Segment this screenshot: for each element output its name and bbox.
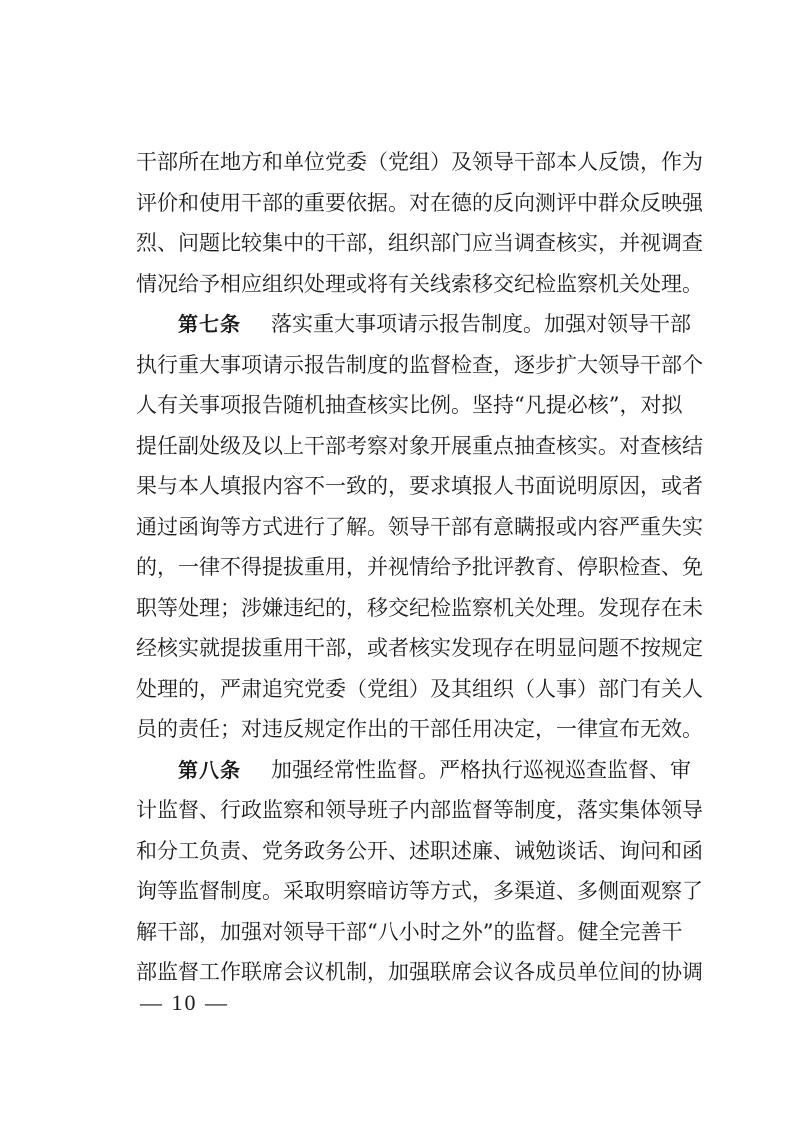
text-line: 计监督、行政监察和领导班子内部监督等制度，落实集体领导: [136, 798, 703, 822]
page-number: — 10 —: [140, 990, 229, 1015]
text-line: 干部所在地方和单位党委（党组）及领导干部本人反馈，作为: [136, 150, 703, 174]
text-line: 员的责任；对违反规定作出的干部任用决定，一律宣布无效。: [136, 717, 703, 741]
text-line: 的，一律不得提拔重用，并视情给予批评教育、停职检查、免: [136, 555, 703, 579]
article-8-first-line: [136, 750, 691, 791]
text-line: 评价和使用干部的重要依据。对在德的反向测评中群众反映强: [136, 190, 703, 215]
text-line: 提任副处级及以上干部考察对象开展重点抽查核实。对查核结: [136, 433, 703, 458]
text-line: 经核实就提拔重用干部，或者核实发现存在明显问题不按规定: [136, 636, 703, 660]
text-line: 询等监督制度。采取明察暗访等方式，多渠道、多侧面观察了: [136, 879, 703, 903]
body-text: [136, 142, 703, 993]
article-7-heading-text: 落实重大事项请示报告制度。加强对领导干部: [271, 312, 691, 336]
text-line: 人有关事项报告随机抽查核实比例。坚持“凡提必核”，对拟: [136, 393, 683, 417]
text-line: 职等处理；涉嫌违纪的，移交纪检监察机关处理。发现存在未: [136, 595, 703, 620]
text-line: 部监督工作联席会议机制，加强联席会议各成员单位间的协调: [136, 960, 703, 984]
text-line: 执行重大事项请示报告制度的监督检查，逐步扩大领导干部个: [136, 352, 703, 377]
text-line: 通过函询等方式进行了解。领导干部有意瞒报或内容严重失实: [136, 514, 703, 539]
article-8-label: 第八条: [178, 757, 241, 782]
text-line: 解干部，加强对领导干部“八小时之外”的监督。健全完善干: [136, 919, 683, 944]
article-7-first-line: [136, 304, 691, 345]
text-line: 烈、问题比较集中的干部，组织部门应当调查核实，并视调查: [136, 231, 703, 255]
article-8-heading-text: 加强经常性监督。严格执行巡视巡查监督、审: [271, 757, 691, 782]
text-line: 情况给予相应组织处理或将有关线索移交纪检监察机关处理。: [136, 271, 703, 296]
article-7-label: 第七条: [178, 312, 241, 336]
text-line: 和分工负责、党务政务公开、述职述廉、诫勉谈话、询问和函: [136, 838, 703, 863]
text-line: 处理的，严肃追究党委（党组）及其组织（人事）部门有关人: [136, 676, 703, 701]
text-line: 果与本人填报内容不一致的，要求填报人书面说明原因，或者: [136, 474, 703, 498]
